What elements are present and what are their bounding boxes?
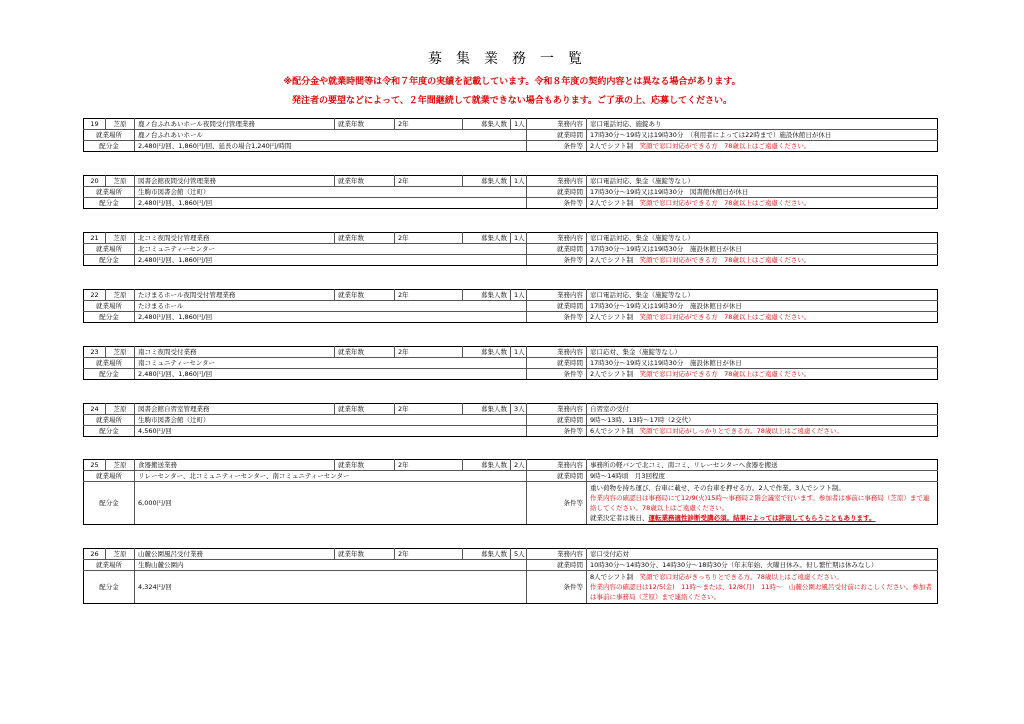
job-pay: 2,480円/回、1,860円/回	[135, 312, 527, 323]
content-label: 業務内容	[527, 119, 587, 130]
job-years: 2年	[395, 233, 463, 244]
hours-label: 就業時間	[527, 244, 587, 255]
cond-red-text: 笑顔で窓口対応がきっちりとできる方。78歳以上はご遠慮ください。	[639, 573, 843, 581]
place-label: 就業場所	[84, 471, 135, 482]
job-name: 南コミ夜間受付業務	[135, 347, 335, 358]
cond-text: 2人でシフト制	[590, 255, 634, 264]
cond-red-text: 笑顔で窓口対応ができる方 78歳以上はご遠慮ください。	[639, 141, 811, 150]
years-label: 就業年数	[335, 233, 395, 244]
people-label: 募集人数	[463, 290, 511, 301]
job-header-row	[84, 176, 938, 187]
job-table	[83, 459, 938, 525]
cond-text: 重い荷物を持ち運び、台車に載せ、その台車を押せる方。2人で作業。3人でシフト制。	[590, 484, 845, 492]
hours-label: 就業時間	[527, 415, 587, 426]
hours-label: 就業時間	[527, 471, 587, 482]
job-place-row	[84, 244, 938, 255]
years-label: 就業年数	[335, 460, 395, 471]
people-label: 募集人数	[463, 549, 511, 560]
job-place-row	[84, 187, 938, 198]
job-people: 1人	[511, 347, 527, 358]
job-conditions	[587, 198, 938, 209]
cond-label: 条件等	[527, 198, 587, 209]
people-label: 募集人数	[463, 233, 511, 244]
notice-line-1: ※配分金や就業時間等は令和７年度の実績を記載しています。令和８年度の契約内容とは異なる場合があります。	[283, 77, 741, 87]
job-content: 窓口電話対応、集金（施錠等なし）	[587, 233, 938, 244]
job-conditions	[587, 571, 938, 604]
pay-label: 配分金	[84, 255, 135, 266]
job-pay-row	[84, 482, 938, 525]
cond-label: 条件等	[527, 369, 587, 380]
job-pay: 4,324円/回	[135, 571, 527, 604]
content-label: 業務内容	[527, 460, 587, 471]
job-area: 芝原	[106, 460, 135, 471]
hours-label: 就業時間	[527, 560, 587, 571]
job-header-row	[84, 460, 938, 471]
place-label: 就業場所	[84, 244, 135, 255]
job-hours: 17時30分～19時又は19時30分 図書館休館日が休日	[587, 187, 938, 198]
job-years: 2年	[395, 119, 463, 130]
job-name: 山麓公園風呂受付業務	[135, 549, 335, 560]
job-area: 芝原	[106, 176, 135, 187]
job-area: 芝原	[106, 119, 135, 130]
job-years: 2年	[395, 404, 463, 415]
job-place-row	[84, 358, 938, 369]
job-place: 南コミュニティーセンター	[135, 358, 527, 369]
place-label: 就業場所	[84, 301, 135, 312]
job-place-row	[84, 301, 938, 312]
job-years: 2年	[395, 347, 463, 358]
cond-text: 2人でシフト制	[590, 141, 634, 150]
job-place-row	[84, 415, 938, 426]
job-content: 窓口電話対応、施錠あり	[587, 119, 938, 130]
job-name: 北コミ夜間受付管理業務	[135, 233, 335, 244]
job-pay-row	[84, 255, 938, 266]
job-place-row	[84, 130, 938, 141]
place-label: 就業場所	[84, 560, 135, 571]
pay-label: 配分金	[84, 141, 135, 152]
content-label: 業務内容	[527, 290, 587, 301]
job-number: 20	[84, 176, 106, 187]
job-table	[83, 548, 938, 604]
cond-label: 条件等	[527, 426, 587, 437]
place-label: 就業場所	[84, 187, 135, 198]
job-place: リレーセンター、北コミュニティーセンター、南コミュニティーセンター	[135, 471, 527, 482]
job-place: 生駒市図書会館（辻町）	[135, 415, 527, 426]
job-place: 鹿ノ台ふれあいホール	[135, 130, 527, 141]
cond-text: 2人でシフト制	[590, 312, 634, 321]
hours-label: 就業時間	[527, 301, 587, 312]
cond-label: 条件等	[527, 312, 587, 323]
job-pay-row	[84, 571, 938, 604]
cond-red-text: 笑顔で窓口対応ができる方 78歳以上はご遠慮ください。	[639, 255, 811, 264]
people-label: 募集人数	[463, 460, 511, 471]
job-years: 2年	[395, 176, 463, 187]
job-place: 生駒山麓公園内	[135, 560, 527, 571]
job-number: 23	[84, 347, 106, 358]
cond-label: 条件等	[527, 571, 587, 604]
job-place-row	[84, 471, 938, 482]
cond-note	[590, 513, 934, 523]
pay-label: 配分金	[84, 426, 135, 437]
job-number: 24	[84, 404, 106, 415]
job-header-row	[84, 233, 938, 244]
job-conditions	[587, 482, 938, 525]
years-label: 就業年数	[335, 290, 395, 301]
job-number: 26	[84, 549, 106, 560]
cond-line-1	[590, 572, 934, 582]
job-conditions	[587, 426, 938, 437]
job-number: 22	[84, 290, 106, 301]
job-header-row	[84, 119, 938, 130]
content-label: 業務内容	[527, 347, 587, 358]
people-label: 募集人数	[463, 347, 511, 358]
cond-note-prefix: 就業決定者は後日、	[590, 514, 649, 523]
job-hours: 17時30分～19時又は19時30分 （利用者によっては22時まで）施設休館日が休日	[587, 130, 938, 141]
job-table	[83, 175, 938, 209]
job-name: 鹿ノ台ふれあいホール夜間受付管理業務	[135, 119, 335, 130]
job-pay-row	[84, 369, 938, 380]
cond-warning: 運転業務適性診断受講必須。結果によっては辞退してもらうこともあります。	[648, 514, 876, 523]
place-label: 就業場所	[84, 130, 135, 141]
job-people: 3人	[511, 404, 527, 415]
hours-label: 就業時間	[527, 130, 587, 141]
cond-text: 2人でシフト制	[590, 198, 634, 207]
content-label: 業務内容	[527, 233, 587, 244]
cond-red-text: 笑顔で窓口対応ができる方 78歳以上はご遠慮ください。	[639, 369, 811, 378]
job-name: 食器搬送業務	[135, 460, 335, 471]
job-years: 2年	[395, 460, 463, 471]
job-number: 25	[84, 460, 106, 471]
job-area: 芝原	[106, 404, 135, 415]
job-pay: 2,480円/回、1,860円/回	[135, 255, 527, 266]
job-header-row	[84, 404, 938, 415]
job-area: 芝原	[106, 290, 135, 301]
job-number: 19	[84, 119, 106, 130]
hours-label: 就業時間	[527, 358, 587, 369]
cond-red-text: 笑顔で窓口対応がしっかりとできる方。78歳以上はご遠慮ください。	[639, 426, 843, 435]
pay-label: 配分金	[84, 482, 135, 525]
job-number: 21	[84, 233, 106, 244]
job-hours: 17時30分～19時又は19時30分 施設休館日が休日	[587, 244, 938, 255]
job-people: 2人	[511, 460, 527, 471]
cond-red-note: 作業内容の確認日は12/5(金) 11時～または、12/8(月) 11時～ 山麓公園お風呂受付前におこしください。参加者は事前に事務局（芝原）まで連絡ください。	[590, 583, 932, 602]
content-label: 業務内容	[527, 549, 587, 560]
content-label: 業務内容	[527, 404, 587, 415]
job-pay-row	[84, 312, 938, 323]
cond-text: 2人でシフト制	[590, 369, 634, 378]
years-label: 就業年数	[335, 119, 395, 130]
page-title: 募集業務一覧	[428, 51, 596, 67]
job-place-row	[84, 560, 938, 571]
job-years: 2年	[395, 290, 463, 301]
job-table	[83, 346, 938, 380]
job-area: 芝原	[106, 347, 135, 358]
job-pay: 6,000円/回	[135, 482, 527, 525]
job-pay: 4,560円/回	[135, 426, 527, 437]
cond-red-text: 笑顔で窓口対応ができる方 78歳以上はご遠慮ください。	[639, 312, 811, 321]
job-header-row	[84, 347, 938, 358]
job-conditions	[587, 255, 938, 266]
pay-label: 配分金	[84, 369, 135, 380]
job-conditions	[587, 369, 938, 380]
pay-label: 配分金	[84, 312, 135, 323]
cond-label: 条件等	[527, 482, 587, 525]
years-label: 就業年数	[335, 347, 395, 358]
job-people: 1人	[511, 176, 527, 187]
job-conditions	[587, 141, 938, 152]
people-label: 募集人数	[463, 176, 511, 187]
job-place: 北コミュニティーセンター	[135, 244, 527, 255]
job-content: 事務所の軽バンで北コミ、南コミ、リレーセンターへ食器を搬送	[587, 460, 938, 471]
pay-label: 配分金	[84, 571, 135, 604]
job-content: 自習室の受付	[587, 404, 938, 415]
hours-label: 就業時間	[527, 187, 587, 198]
job-content: 窓口受付応対	[587, 549, 938, 560]
job-hours: 17時30分～19時又は19時30分 施設休館日が休日	[587, 301, 938, 312]
people-label: 募集人数	[463, 119, 511, 130]
job-content: 窓口応対、集金（施錠等なし）	[587, 347, 938, 358]
job-content: 窓口電話対応、集金（施錠等なし）	[587, 290, 938, 301]
place-label: 就業場所	[84, 415, 135, 426]
job-name: 図書会館夜間受付管理業務	[135, 176, 335, 187]
job-pay: 2,480円/回、1,860円/回	[135, 369, 527, 380]
cond-label: 条件等	[527, 141, 587, 152]
years-label: 就業年数	[335, 176, 395, 187]
cond-label: 条件等	[527, 255, 587, 266]
job-pay: 2,480円/回、1,860円/回、延長の場合1,240円/時間	[135, 141, 527, 152]
cond-text: 8人でシフト制	[590, 573, 634, 581]
job-hours: 9時～13時、13時～17時（2交代）	[587, 415, 938, 426]
job-area: 芝原	[106, 549, 135, 560]
job-area: 芝原	[106, 233, 135, 244]
job-header-row	[84, 549, 938, 560]
place-label: 就業場所	[84, 358, 135, 369]
cond-red-text: 作業内容の確認日は事務局にて12/9(火)15時～事務局２階会議室で行います。参加者は事前に事務局（芝原）まで連絡してください。78歳以上はご遠慮ください。	[590, 494, 930, 513]
job-name: 図書会館自習室管理業務	[135, 404, 335, 415]
job-name: たけまるホール夜間受付管理業務	[135, 290, 335, 301]
pay-label: 配分金	[84, 198, 135, 209]
job-people: 1人	[511, 119, 527, 130]
job-hours: 10時30分～14時30分、14時30分～18時30分（年末年始、火曜日休み。但し繁忙期は休みなし）	[587, 560, 938, 571]
job-table	[83, 232, 938, 266]
job-pay-row	[84, 141, 938, 152]
job-table	[83, 403, 938, 437]
job-conditions	[587, 312, 938, 323]
job-pay: 2,480円/回、1,860円/回	[135, 198, 527, 209]
job-table	[83, 118, 938, 152]
people-label: 募集人数	[463, 404, 511, 415]
years-label: 就業年数	[335, 549, 395, 560]
job-hours: 9時～14時頃 月3回程度	[587, 471, 938, 482]
job-people: 5人	[511, 549, 527, 560]
content-label: 業務内容	[527, 176, 587, 187]
job-place: 生駒市図書会館（辻町）	[135, 187, 527, 198]
job-header-row	[84, 290, 938, 301]
job-pay-row	[84, 198, 938, 209]
job-content: 窓口電話対応、集金（施錠等なし）	[587, 176, 938, 187]
job-years: 2年	[395, 549, 463, 560]
notice-line-2: 発注者の要望などによって、２年間継続して就業できない場合もあります。ご了承の上、応募してください。	[291, 96, 733, 106]
years-label: 就業年数	[335, 404, 395, 415]
job-people: 1人	[511, 290, 527, 301]
job-pay-row	[84, 426, 938, 437]
cond-red-text: 笑顔で窓口対応ができる方 78歳以上はご遠慮ください。	[639, 198, 811, 207]
job-place: たけまるホール	[135, 301, 527, 312]
job-table	[83, 289, 938, 323]
job-hours: 17時30分～19時又は19時30分 施設休館日が休日	[587, 358, 938, 369]
job-people: 1人	[511, 233, 527, 244]
cond-text: 6人でシフト制	[590, 426, 634, 435]
